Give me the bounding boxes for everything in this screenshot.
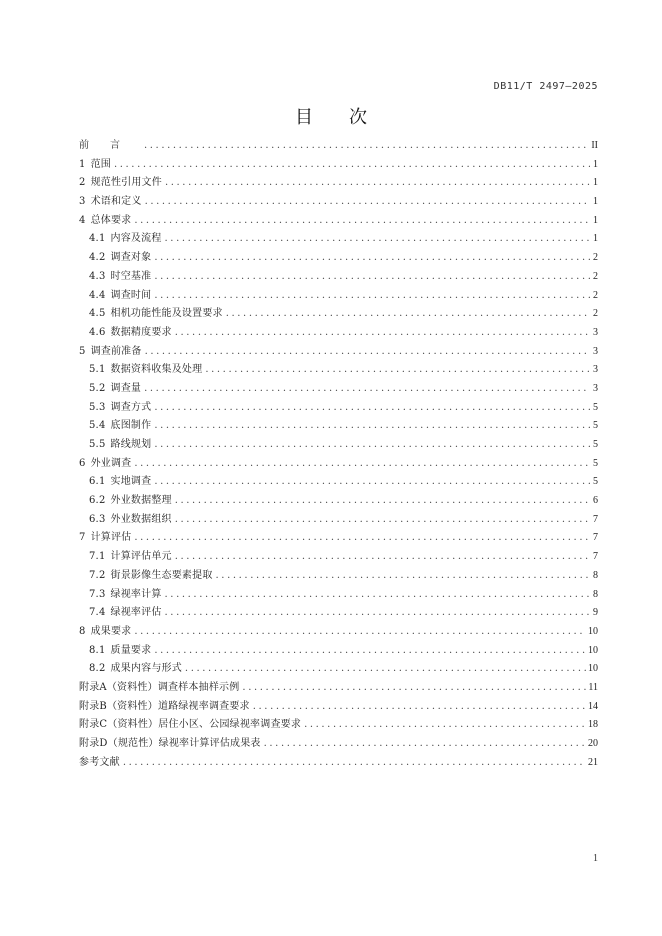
toc-entry-number: 4 [79, 214, 86, 226]
toc-entry-text: 计算评估单元 [110, 551, 172, 563]
toc-entry-label [89, 249, 151, 268]
toc-entry-page: 5 [593, 420, 598, 432]
toc-entry-text: 绿视率评估 [110, 607, 162, 619]
toc-entry-text: 附录B（资料性）道路绿视率调查要求 [79, 700, 250, 712]
toc-entry-page: 7 [593, 551, 598, 563]
dot-leader [165, 604, 590, 623]
toc-entry-page: 3 [593, 326, 598, 338]
toc-entry-label [89, 586, 162, 605]
toc-entry-number: 7.4 [89, 607, 106, 619]
toc-entry-label [79, 698, 250, 717]
toc-entry-label [89, 417, 151, 436]
toc-entry-number: 6.3 [89, 513, 106, 525]
toc-entry[interactable] [79, 436, 598, 455]
toc-entry-label [89, 436, 151, 455]
toc-entry[interactable] [79, 642, 598, 661]
dot-leader [145, 343, 590, 362]
toc-entry[interactable] [79, 212, 598, 231]
toc-entry-label [89, 324, 172, 343]
toc-entry-label [89, 511, 172, 530]
toc-entry-text: 总体要求 [90, 214, 132, 226]
dot-leader [145, 193, 590, 212]
toc-entry-page: 5 [593, 439, 598, 450]
toc-entry-page: 1 [593, 196, 598, 208]
toc-entry[interactable] [79, 380, 598, 399]
toc-entry-text: 规范性引用文件 [90, 177, 162, 189]
dot-leader [264, 735, 586, 754]
dot-leader [175, 548, 590, 567]
dot-leader [134, 529, 590, 548]
dot-leader [134, 212, 590, 231]
toc-entry-number: 8.2 [89, 663, 106, 675]
toc-entry-text: 附录A（资料性）调查样本抽样示例 [79, 681, 240, 693]
toc-entry[interactable] [79, 230, 598, 249]
toc-entry-text: 相机功能性能及设置要求 [110, 308, 223, 320]
dot-leader [123, 754, 586, 773]
toc-entry-number: 7.2 [89, 569, 106, 581]
toc-entry-label [79, 212, 131, 231]
dot-leader [154, 642, 586, 661]
toc-entry-number: 4.3 [89, 270, 106, 282]
document-code: DB11/T 2497—2025 [493, 81, 598, 92]
toc-entry[interactable] [79, 343, 598, 362]
toc-entry-page: 2 [593, 289, 598, 301]
toc-entry-number: 4.5 [89, 308, 106, 320]
toc-entry[interactable] [79, 137, 598, 156]
toc-entry[interactable] [79, 604, 598, 623]
toc-entry-number: 7.1 [89, 551, 106, 563]
dot-leader [154, 436, 590, 455]
toc-entry-page: 10 [588, 644, 598, 656]
dot-leader [242, 679, 586, 698]
toc-entry-text: 时空基准 [110, 270, 152, 282]
toc-entry-number: 5.2 [89, 382, 106, 394]
toc-entry[interactable] [79, 417, 598, 436]
toc-entry-label [89, 230, 162, 249]
toc-entry-number: 6.1 [89, 476, 106, 488]
toc-entry-label [79, 735, 261, 754]
toc-entry[interactable] [79, 716, 598, 735]
dot-leader [165, 174, 590, 193]
toc-entry-page: 2 [593, 252, 598, 264]
toc-entry-label [89, 642, 151, 661]
toc-entry-page: 7 [593, 532, 598, 544]
page-title: 目次 [295, 107, 403, 128]
toc-entry[interactable] [79, 455, 598, 474]
dot-leader [154, 268, 590, 287]
dot-leader [175, 324, 590, 343]
toc-entry-page: 10 [588, 663, 598, 675]
toc-entry-text: 计算评估 [90, 532, 132, 544]
toc-entry-number: 5.5 [89, 439, 106, 450]
toc-entry-text: 质量要求 [110, 644, 152, 656]
dot-leader [185, 660, 586, 679]
toc-entry-text: 成果内容与形式 [110, 663, 182, 675]
toc-entry-page: 11 [588, 681, 598, 693]
toc-entry-page: 20 [588, 738, 598, 749]
toc-entry-label [79, 343, 142, 362]
dot-leader [114, 156, 590, 175]
toc-entry-number: 4.2 [89, 252, 106, 264]
toc-entry-page: II [591, 140, 598, 151]
toc-entry-label [89, 399, 151, 418]
toc-entry-label [79, 174, 162, 193]
dot-leader [134, 623, 586, 642]
toc-entry[interactable] [79, 735, 598, 754]
toc-entry-label [79, 193, 142, 212]
toc-entry-text: 调查对象 [110, 252, 152, 264]
toc-entry[interactable] [79, 623, 598, 642]
toc-entry-page: 21 [588, 756, 598, 768]
toc-entry[interactable] [79, 268, 598, 287]
toc-entry-number: 4.6 [89, 326, 106, 338]
toc-entry-text: 数据资料收集及处理 [110, 364, 203, 376]
dot-leader [226, 305, 590, 324]
toc-entry[interactable] [79, 249, 598, 268]
toc-entry-label [89, 604, 162, 623]
toc-entry-text: 调查前准备 [90, 345, 142, 357]
toc-entry-label [89, 548, 172, 567]
toc-entry-number: 7.3 [89, 588, 106, 600]
toc-entry[interactable] [79, 156, 598, 175]
toc-entry-label [79, 754, 120, 773]
toc-entry-text: 附录D（规范性）绿视率计算评估成果表 [79, 738, 261, 749]
toc-entry-label [79, 623, 131, 642]
toc-entry-text: 内容及流程 [110, 233, 162, 245]
toc-entry-text: 参考文献 [79, 756, 120, 768]
toc-entry-page: 7 [593, 513, 598, 525]
toc-entry[interactable] [79, 193, 598, 212]
toc-entry-number: 4.1 [89, 233, 106, 245]
toc-entry-page: 2 [593, 308, 598, 320]
page-number: 1 [593, 853, 598, 864]
toc-entry-page: 5 [593, 401, 598, 413]
toc-entry-number: 8.1 [89, 644, 106, 656]
dot-leader [154, 473, 590, 492]
toc-entry-label [89, 380, 141, 399]
toc-entry[interactable] [79, 586, 598, 605]
toc-entry-label [79, 716, 301, 735]
toc-entry-number: 4.4 [89, 289, 106, 301]
toc-entry[interactable] [79, 567, 598, 586]
dot-leader [216, 567, 590, 586]
toc-entry-page: 1 [593, 158, 598, 170]
toc-entry-text: 调查量 [110, 382, 142, 394]
toc-entry-page: 9 [593, 607, 598, 619]
dot-leader [175, 511, 590, 530]
toc-entry-text: 街景影像生态要素提取 [110, 569, 213, 581]
dot-leader [154, 287, 590, 306]
toc-entry-text: 前言 [79, 140, 141, 151]
toc-entry-text: 调查时间 [110, 289, 152, 301]
dot-leader [134, 455, 590, 474]
toc-entry-number: 5.4 [89, 420, 106, 432]
toc-entry[interactable] [79, 361, 598, 380]
toc-entry-label [79, 679, 239, 698]
dot-leader [154, 417, 590, 436]
toc-entry-number: 2 [79, 177, 86, 189]
toc-entry-label [79, 529, 131, 548]
dot-leader [253, 698, 586, 717]
toc-entry-text: 外业数据整理 [110, 495, 172, 507]
toc-entry-label [89, 361, 202, 380]
toc-entry-text: 实地调查 [110, 476, 152, 488]
toc-entry[interactable] [79, 473, 598, 492]
toc-entry-number: 5 [79, 345, 86, 357]
toc-entry-text: 外业数据组织 [110, 513, 172, 525]
toc-entry[interactable] [79, 399, 598, 418]
toc-entry-page: 1 [593, 214, 598, 226]
toc-entry-text: 附录C（资料性）居住小区、公园绿视率调查要求 [79, 719, 302, 731]
toc-entry-page: 1 [593, 177, 598, 189]
toc-entry-page: 3 [593, 382, 598, 394]
toc-entry-label [79, 156, 111, 175]
toc-entry-text: 数据精度要求 [110, 326, 172, 338]
toc-entry-label [89, 492, 172, 511]
toc-entry-text: 范围 [90, 158, 111, 170]
toc-entry-number: 6 [79, 457, 86, 469]
toc-entry-page: 2 [593, 270, 598, 282]
toc-entry[interactable] [79, 698, 598, 717]
toc-entry-number: 6.2 [89, 495, 106, 507]
toc-entry-page: 8 [593, 569, 598, 581]
toc-entry-label [79, 455, 131, 474]
toc-entry[interactable] [79, 754, 598, 773]
toc-entry-label [89, 305, 223, 324]
toc-entry[interactable] [79, 529, 598, 548]
table-of-contents [79, 137, 598, 772]
toc-entry-label [79, 137, 141, 156]
toc-entry[interactable] [79, 660, 598, 679]
toc-entry[interactable] [79, 324, 598, 343]
toc-entry-page: 3 [593, 364, 598, 376]
toc-entry-label [89, 567, 213, 586]
toc-entry-label [89, 268, 151, 287]
dot-leader [205, 361, 590, 380]
toc-entry[interactable] [79, 492, 598, 511]
toc-entry-text: 术语和定义 [90, 196, 142, 208]
toc-entry-page: 14 [588, 700, 598, 712]
toc-entry-page: 6 [593, 495, 598, 507]
toc-entry-text: 成果要求 [90, 625, 132, 637]
dot-leader [165, 586, 590, 605]
toc-entry[interactable] [79, 679, 598, 698]
toc-entry-number: 7 [79, 532, 86, 544]
toc-entry[interactable] [79, 511, 598, 530]
dot-leader [154, 399, 590, 418]
toc-entry-text: 调查方式 [110, 401, 152, 413]
toc-entry-page: 3 [593, 345, 598, 357]
dot-leader [175, 492, 590, 511]
toc-entry-label [89, 660, 182, 679]
dot-leader [144, 380, 590, 399]
toc-entry[interactable] [79, 305, 598, 324]
dot-leader [144, 137, 589, 156]
toc-entry-page: 5 [593, 476, 598, 488]
toc-entry-number: 1 [79, 158, 86, 170]
toc-entry-page: 18 [588, 719, 598, 731]
toc-entry-text: 绿视率计算 [110, 588, 162, 600]
toc-entry-number: 8 [79, 625, 86, 637]
toc-entry-label [89, 473, 151, 492]
dot-leader [154, 249, 590, 268]
toc-entry-text: 外业调查 [90, 457, 132, 469]
toc-entry-text: 路线规划 [110, 439, 152, 450]
toc-entry[interactable] [79, 174, 598, 193]
toc-entry[interactable] [79, 548, 598, 567]
toc-entry-label [89, 287, 151, 306]
toc-entry-page: 1 [593, 233, 598, 245]
toc-entry[interactable] [79, 287, 598, 306]
toc-entry-number: 5.3 [89, 401, 106, 413]
toc-entry-page: 8 [593, 588, 598, 600]
toc-entry-number: 5.1 [89, 364, 106, 376]
dot-leader [304, 716, 586, 735]
toc-entry-page: 10 [588, 625, 598, 637]
toc-entry-page: 5 [593, 457, 598, 469]
toc-entry-number: 3 [79, 196, 86, 208]
dot-leader [165, 230, 590, 249]
toc-entry-text: 底图制作 [110, 420, 152, 432]
